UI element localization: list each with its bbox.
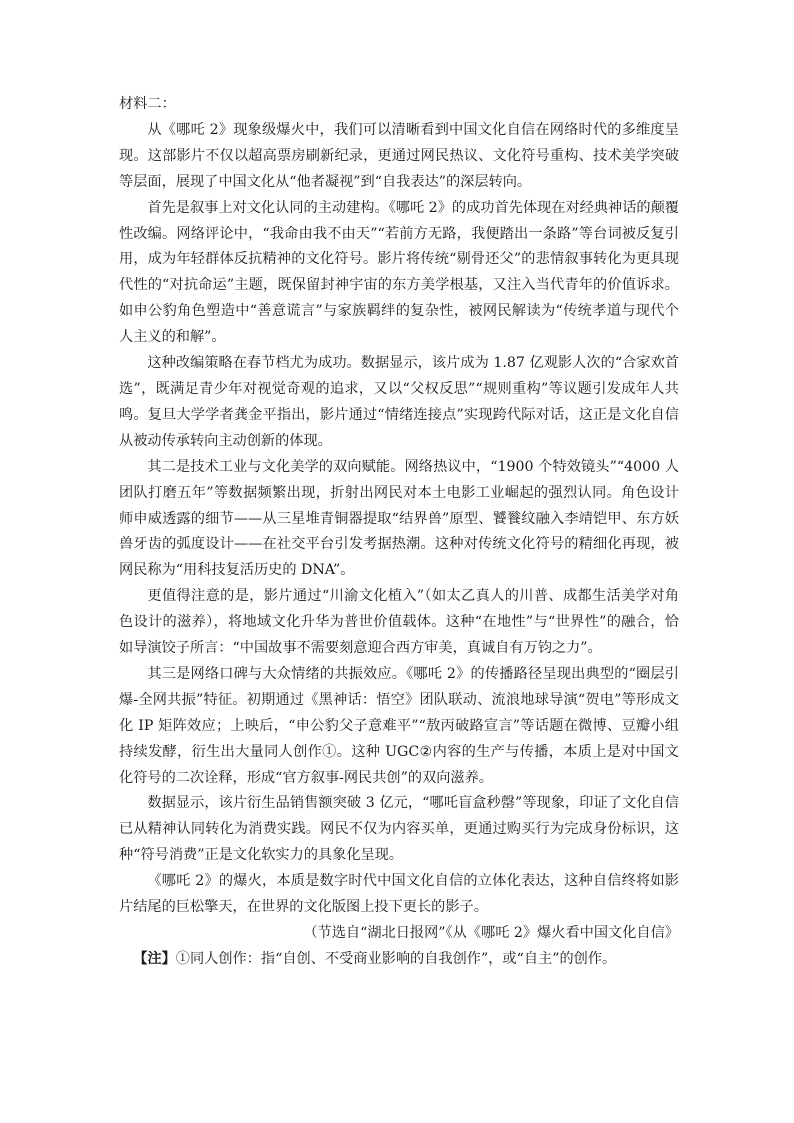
paragraph-regional-culture: 更值得注意的是，影片通过“川渝文化植入”（如太乙真人的川普、成都生活美学对角色设计的滋养），将地域文化升华为普世价值载体。这种“在地性”与“世界性”的融合，恰如导演饺子所言：“中国故事不需要刻意迎合西方审美，真诚自有万钧之力”。: [119, 588, 679, 657]
article-body: [119, 92, 679, 973]
source-citation: （节选自“湖北日报网”《从《哪吒 2》爆火看中国文化自信》: [303, 925, 679, 941]
paragraph-narrative: 首先是叙事上对文化认同的主动建构。《哪吒 2》的成功首先体现在对经典神话的颠覆性改编。网络评论中，“我命由我不由天”“若前方无路，我便踏出一条路”等台词被反复引用，成为年轻群体反抗精神的文化符号。影片将传统“剔骨还父”的悲情叙事转化为更具现代性的“对抗命运”主题，既保留封神宇宙的东方美学根基，又注入当代青年的价值诉求。如申公豹角色塑造中“善意谎言”与家族羁绊的复杂性，被网民解读为“传统孝道与现代个人主义的和解”。: [119, 199, 679, 346]
paragraph-technology: 其二是技术工业与文化美学的双向赋能。网络热议中，“1900 个特效镜头”“4000 人团队打磨五年”等数据频繁出现，折射出网民对本土电影工业崛起的强烈认同。角色设计师申威透露的细节——从三星堆青铜器提取“结界兽”原型、饕餮纹融入李靖铠甲、东方妖兽牙齿的弧度设计——在社交平台引发考据热潮。这种对传统文化符号的精细化再现，被网民称为“用科技复活历史的 DNA”。: [119, 458, 679, 579]
paragraph-consumption: 数据显示，该片衍生品销售额突破 3 亿元，“哪吒盲盒秒罄”等现象，印证了文化自信已从精神认同转化为消费实践。网民不仅为内容买单，更通过购买行为完成身份标识，这种“符号消费”正是文化软实力的具象化呈现。: [119, 795, 679, 864]
material-heading: 材料二：: [119, 96, 176, 112]
paragraph-intro: 从《哪吒 2》现象级爆火中，我们可以清晰看到中国文化自信在网络时代的多维度呈现。这部影片不仅以超高票房刷新纪录，更通过网民热议、文化符号重构、技术美学突破等层面，展现了中国文化从“他者凝视”到“自我表达”的深层转向。: [119, 121, 679, 190]
footnote-tag: 【注】: [133, 950, 176, 967]
footnote: [119, 947, 679, 973]
paragraph-adaptation: 这种改编策略在春节档尤为成功。数据显示，该片成为 1.87 亿观影人次的“合家欢首选”，既满足青少年对视觉奇观的追求，又以“父权反思”“规则重构”等议题引发成年人共鸣。复旦大学学者龚金平指出，影片通过“情绪连接点”实现跨代际对话，这正是文化自信从被动传承转向主动创新的体现。: [119, 355, 679, 449]
paragraph-word-of-mouth: 其三是网络口碑与大众情绪的共振效应。《哪吒 2》的传播路径呈现出典型的“圈层引爆-全网共振”特征。初期通过《黑神话：悟空》团队联动、流浪地球导演“贺电”等形成文化 IP 矩阵效应；上映后，“申公豹父子意难平”“敖丙破路宣言”等话题在微博、豆瓣小组持续发酵，衍生出大量同人创作①。这种 UGC②内容的生产与传播，本质上是对中国文化符号的二次诠释，形成“官方叙事-网民共创”的双向滋养。: [119, 665, 679, 786]
paragraph-conclusion: 《哪吒 2》的爆火，本质是数字时代中国文化自信的立体化表达，这种自信终将如影片结尾的巨松擎天，在世界的文化版图上投下更长的影子。: [119, 873, 679, 916]
footnote-text: ①同人创作：指“自创、不受商业影响的自我创作”，或“自主”的创作。: [175, 950, 617, 967]
